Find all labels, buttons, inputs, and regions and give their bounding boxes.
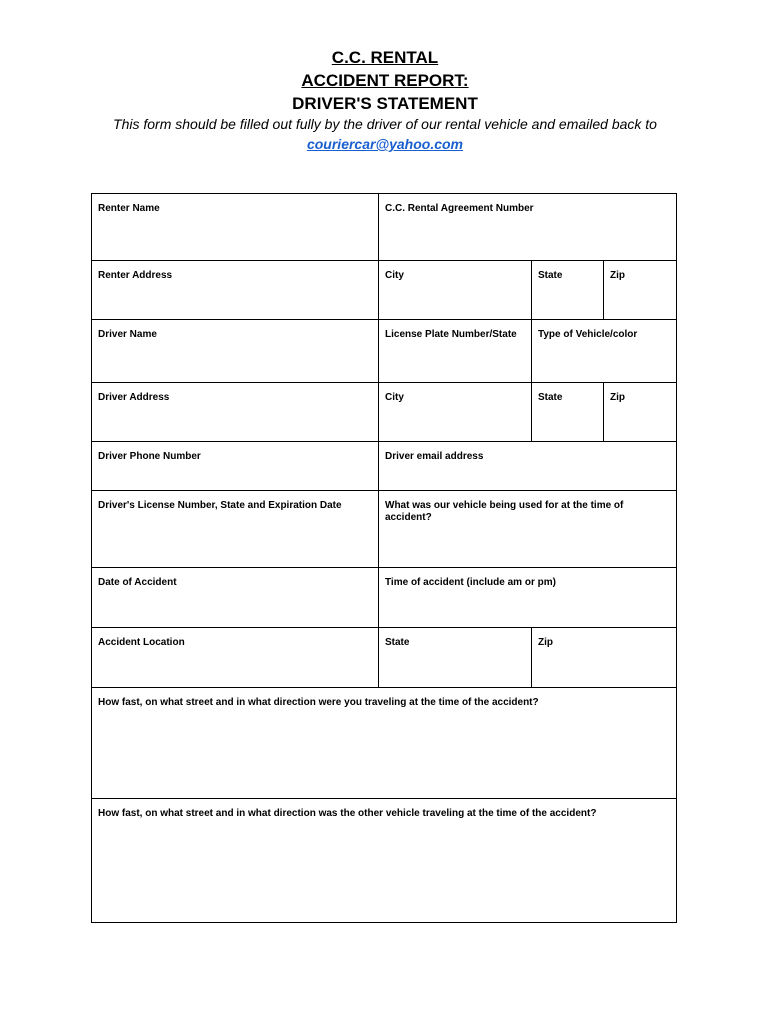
form-row-license — [92, 491, 677, 568]
company-title: C.C. RENTAL — [331, 48, 439, 67]
form-row-your-speed — [92, 688, 677, 799]
license-info-label: Driver's License Number, State and Expiration Date — [98, 500, 342, 511]
driver-name-label: Driver Name — [98, 329, 157, 340]
renter-name-label: Renter Name — [98, 203, 160, 214]
agreement-number-field[interactable] — [379, 194, 677, 261]
vehicle-type-label: Type of Vehicle/color — [538, 329, 638, 340]
license-plate-field[interactable] — [379, 320, 532, 383]
agreement-number-label: C.C. Rental Agreement Number — [385, 203, 534, 214]
accident-date-label: Date of Accident — [98, 577, 177, 588]
vehicle-use-label: What was our vehicle being used for at the time of accident? — [385, 500, 624, 523]
driver-zip-field[interactable] — [604, 383, 677, 442]
form-row-accident-time — [92, 568, 677, 628]
form-row-location — [92, 628, 677, 688]
form-row-driver — [92, 320, 677, 383]
email-link[interactable]: couriercar@yahoo.com — [306, 136, 464, 152]
form-row-renter-address — [92, 261, 677, 320]
driver-address-label: Driver Address — [98, 392, 170, 403]
statement-title: DRIVER'S STATEMENT — [292, 94, 478, 113]
other-speed-field[interactable] — [92, 799, 677, 923]
accident-time-label: Time of accident (include am or pm) — [385, 577, 556, 588]
form-row-other-speed — [92, 799, 677, 923]
renter-address-label: Renter Address — [98, 270, 173, 281]
driver-zip-label: Zip — [610, 392, 625, 403]
driver-phone-field[interactable] — [92, 442, 379, 491]
driver-state-field[interactable] — [532, 383, 604, 442]
accident-location-field[interactable] — [92, 628, 379, 688]
driver-state-label: State — [538, 392, 563, 403]
form-row-renter — [92, 194, 677, 261]
your-speed-label: How fast, on what street and in what direction were you traveling at the time of the accident? — [98, 697, 539, 708]
form-row-driver-address — [92, 383, 677, 442]
renter-city-field[interactable] — [379, 261, 532, 320]
renter-address-field[interactable] — [92, 261, 379, 320]
renter-state-field[interactable] — [532, 261, 604, 320]
driver-name-field[interactable] — [92, 320, 379, 383]
renter-zip-label: Zip — [610, 270, 625, 281]
driver-phone-label: Driver Phone Number — [98, 451, 201, 462]
license-plate-label: License Plate Number/State — [385, 329, 517, 340]
renter-zip-field[interactable] — [604, 261, 677, 320]
accident-time-field[interactable] — [379, 568, 677, 628]
vehicle-type-field[interactable] — [532, 320, 677, 383]
accident-form-table — [91, 193, 677, 923]
location-zip-label: Zip — [538, 637, 553, 648]
report-title: ACCIDENT REPORT: — [301, 71, 469, 90]
your-speed-field[interactable] — [92, 688, 677, 799]
driver-city-label: City — [385, 392, 404, 403]
license-info-field[interactable] — [92, 491, 379, 568]
accident-date-field[interactable] — [92, 568, 379, 628]
renter-name-field[interactable] — [92, 194, 379, 261]
location-state-field[interactable] — [379, 628, 532, 688]
form-header — [0, 46, 770, 154]
driver-email-label: Driver email address — [385, 451, 484, 462]
location-state-label: State — [385, 637, 410, 648]
driver-city-field[interactable] — [379, 383, 532, 442]
form-row-contact — [92, 442, 677, 491]
renter-city-label: City — [385, 270, 404, 281]
other-speed-label: How fast, on what street and in what direction was the other vehicle traveling at the time of the accident? — [98, 808, 597, 819]
driver-email-field[interactable] — [379, 442, 677, 491]
renter-state-label: State — [538, 270, 563, 281]
location-zip-field[interactable] — [532, 628, 677, 688]
accident-location-label: Accident Location — [98, 637, 185, 648]
driver-address-field[interactable] — [92, 383, 379, 442]
vehicle-use-field[interactable] — [379, 491, 677, 568]
instructions-text: This form should be filled out fully by the driver of our rental vehicle and emailed back to — [113, 116, 657, 132]
